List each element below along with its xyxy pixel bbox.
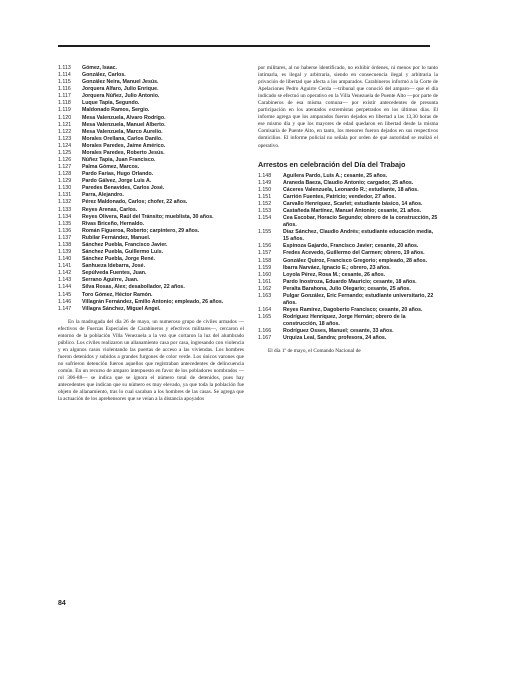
list-entry xyxy=(258,215,438,229)
list-entry xyxy=(58,65,244,72)
entry-text: Pérez Maldonado, Carlos; chofer, 22 años. xyxy=(82,199,188,206)
list-entry xyxy=(258,187,438,194)
list-entry xyxy=(58,143,244,150)
entry-text: Cáceres Valenzuela, Leonardo R.; estudiante, 18 años. xyxy=(283,186,419,193)
list-entry xyxy=(58,115,244,122)
entry-number: 1.155 xyxy=(258,229,272,236)
entry-number: 1.137 xyxy=(58,234,72,241)
list-entry xyxy=(58,249,244,256)
entry-text: Rivas Briceño, Hernaldo. xyxy=(82,220,145,227)
list-entry xyxy=(258,173,438,180)
left-column xyxy=(58,65,244,403)
list-entry xyxy=(258,180,438,187)
list-entry xyxy=(258,208,438,215)
entry-number: 1.127 xyxy=(58,164,72,171)
detainee-list-left xyxy=(58,65,244,313)
entry-text: Luque Tapia, Segundo. xyxy=(82,100,140,107)
entry-text: Silva Rosas, Alex; desabollador, 22 años. xyxy=(82,284,185,291)
list-entry xyxy=(258,293,438,307)
entry-text: Sepúlveda Fuentes, Juan. xyxy=(82,270,147,277)
entry-number: 1.134 xyxy=(58,213,72,220)
list-entry xyxy=(58,93,244,100)
entry-number: 1.165 xyxy=(258,314,272,321)
entry-number: 1.145 xyxy=(58,291,72,298)
entry-number: 1.156 xyxy=(258,243,272,250)
entry-number: 1.141 xyxy=(58,263,72,270)
entry-text: Sánchez Puebla, Guillermo Luis. xyxy=(82,249,164,256)
list-entry xyxy=(58,277,244,284)
list-entry xyxy=(258,279,438,286)
list-entry xyxy=(58,107,244,114)
entry-text: Mesa Valenzuela, Marco Aurelio. xyxy=(82,128,163,135)
entry-text: Morales Orellana, Carlos Danilo. xyxy=(82,135,163,142)
entry-text: Cea Escobar, Horacio Segundo; obrero de la construcción, 25 años. xyxy=(283,215,438,229)
entry-number: 1.117 xyxy=(58,93,71,100)
list-entry xyxy=(58,207,244,214)
list-entry xyxy=(58,306,244,313)
top-rule xyxy=(58,45,430,47)
entry-text: Sánchez Puebla, Francisco Javier. xyxy=(82,241,168,248)
entry-text: Reyes Arenas, Carlos. xyxy=(82,206,138,213)
entry-number: 1.157 xyxy=(258,250,272,257)
entry-number: 1.136 xyxy=(58,227,72,234)
entry-text: Pardo Inostroza, Eduardo Mauricio; cesante, 18 años. xyxy=(283,278,417,285)
entry-text: González Quiroz, Francisco Gregorio; empleado, 28 años. xyxy=(283,257,428,264)
entry-text: Serrano Aguirre, Juan. xyxy=(82,277,139,284)
entry-text: González, Carlos. xyxy=(82,72,126,79)
list-entry xyxy=(258,328,438,335)
entry-number: 1.161 xyxy=(258,278,272,285)
list-entry xyxy=(58,164,244,171)
entry-number: 1.114 xyxy=(58,72,71,79)
entry-text: Villagra Sánchez, Miguel Angel. xyxy=(82,305,161,312)
entry-text: Toro Gómez, Héctor Ramón. xyxy=(82,291,153,298)
entry-number: 1.132 xyxy=(58,199,72,206)
entry-number: 1.135 xyxy=(58,220,72,227)
entry-number: 1.126 xyxy=(58,157,72,164)
entry-number: 1.122 xyxy=(58,128,72,135)
list-entry xyxy=(58,136,244,143)
list-entry xyxy=(58,185,244,192)
entry-text: Palma Gómez, Marcos. xyxy=(82,164,140,171)
entry-text: Morales Paredes, Roberto Jesús. xyxy=(82,149,165,156)
detainee-list-right xyxy=(258,173,438,343)
entry-number: 1.167 xyxy=(258,335,272,342)
list-entry xyxy=(58,79,244,86)
list-entry xyxy=(58,292,244,299)
entry-text: Loyola Pérez, Rosa M.; cesante, 26 años. xyxy=(283,271,386,278)
entry-text: Morales Paredes, Jaime Américo. xyxy=(82,142,166,149)
entry-number: 1.129 xyxy=(58,178,72,185)
entry-number: 1.144 xyxy=(58,284,72,291)
right-column xyxy=(258,65,438,355)
entry-text: Urquiza Leal, Sandra; profesora, 24 años. xyxy=(283,335,387,342)
list-entry xyxy=(258,258,438,265)
section-heading: Arrestos en celebración del Día del Trabajo xyxy=(258,159,406,169)
entry-text: González Neira, Manuel Jesús. xyxy=(82,79,159,86)
list-entry xyxy=(58,214,244,221)
entry-number: 1.119 xyxy=(58,107,71,114)
list-entry xyxy=(58,150,244,157)
entry-number: 1.139 xyxy=(58,249,72,256)
entry-text: Díaz Sánchez, Claudio Andrés; estudiante educación media, 15 años. xyxy=(283,229,434,243)
list-entry xyxy=(58,129,244,136)
entry-number: 1.130 xyxy=(58,185,72,192)
entry-text: Jorquera Alfaro, Julio Enrique. xyxy=(82,86,159,93)
entry-number: 1.116 xyxy=(58,86,71,93)
list-entry xyxy=(58,86,244,93)
entry-number: 1.159 xyxy=(258,264,272,271)
entry-text: Villagrán Fernández, Emilio Antonio; empleado, 26 años. xyxy=(82,298,224,305)
entry-text: Carrión Fuentes, Patricio; vendedor, 27 años. xyxy=(283,193,396,200)
entry-number: 1.150 xyxy=(258,186,272,193)
entry-number: 1.147 xyxy=(58,305,72,312)
list-entry xyxy=(58,171,244,178)
entry-number: 1.158 xyxy=(258,257,272,264)
entry-number: 1.131 xyxy=(58,192,72,199)
entry-text: Reyes Olivera, Raúl del Tránsito; mueblista, 30 años. xyxy=(82,213,214,220)
entry-text: Rodríguez Osses, Manuel; cesante, 33 años. xyxy=(283,328,394,335)
entry-text: Castañeda Martínez, Manuel Antonio; cesante, 21 años. xyxy=(283,207,422,214)
entry-number: 1.160 xyxy=(258,271,272,278)
list-entry xyxy=(58,284,244,291)
list-entry xyxy=(58,178,244,185)
entry-number: 1.152 xyxy=(258,200,272,207)
entry-number: 1.153 xyxy=(258,207,272,214)
entry-number: 1.148 xyxy=(258,172,272,179)
entry-number: 1.151 xyxy=(258,193,272,200)
right-paragraph: por militares, al no haberse identificado, no exhibir órdenes, ni menos por lo tanto intimarla, es ilegal y arbitraria, siendo en consecuencia ilegal y arbitraria la privación de libertad que afecta a los amparados. Carabineros informó a la Corte de Apelaciones Pedro Aguirre Cerda —tribunal que conoció del amparo— que el día indicado se efectuó un operativo en la Villa Venezuela de Puente Alto —por parte de Carabineros de esa misma comuna— por existir antecedentes de presunta participación en los atentados extremistas perpetrados en los últimos días. El informe agrega que los amparados fueron dejados en libertad a las 13,30 horas de ese mismo día y que los mayores de edad quedaron en libertad desde la misma Comisaría de Puente Alto, en tanto, los menores fueron dejados en sus respectivos domicilios. El informe policial no señala por orden de qué autoridad se realizó el operativo. xyxy=(258,65,438,149)
entry-number: 1.143 xyxy=(58,277,72,284)
page-number: 84 xyxy=(58,600,66,607)
list-entry xyxy=(58,256,244,263)
list-entry xyxy=(58,221,244,228)
entry-text: Mesa Valenzuela, Manuel Alberto. xyxy=(82,121,166,128)
list-entry xyxy=(258,286,438,293)
entry-number: 1.149 xyxy=(258,179,272,186)
entry-text: Espinoza Gajardo, Francisco Javier; cesante, 20 años. xyxy=(283,243,419,250)
list-entry xyxy=(58,228,244,235)
list-entry xyxy=(58,299,244,306)
list-entry xyxy=(258,335,438,342)
list-entry xyxy=(58,235,244,242)
entry-text: Pardo Farías, Hugo Orlando. xyxy=(82,171,154,178)
entry-number: 1.121 xyxy=(58,121,72,128)
entry-text: Aguilera Pardo, Luis A.; cesante, 25 años. xyxy=(283,172,388,179)
list-entry xyxy=(258,307,438,314)
list-entry xyxy=(58,157,244,164)
entry-number: 1.124 xyxy=(58,142,72,149)
entry-text: Araneda Baeza, Claudio Antonio; cargador, 25 años. xyxy=(283,179,414,186)
entry-number: 1.163 xyxy=(258,292,272,299)
entry-text: Sanhueza Idebarra, José. xyxy=(82,263,146,270)
entry-number: 1.123 xyxy=(58,135,72,142)
entry-text: Pardo Gálvez, Jorge Luis A. xyxy=(82,178,152,185)
entry-number: 1.118 xyxy=(58,100,71,107)
entry-text: Rubilar Fernández, Manuel. xyxy=(82,234,151,241)
entry-text: Sánchez Puebla, Jorge René. xyxy=(82,256,155,263)
entry-text: Maldonado Ramos, Sergio. xyxy=(82,107,150,114)
entry-number: 1.162 xyxy=(258,285,272,292)
list-entry xyxy=(258,229,438,243)
entry-text: Reyes Ramírez, Dagoberto Francisco; cesante, 20 años. xyxy=(283,307,423,314)
list-entry xyxy=(258,272,438,279)
left-paragraph: En la madrugada del día 26 de mayo, un numeroso grupo de civiles armados —efectivos de Fuerzas Especiales de Carabineros y efectivos militares—, cercaron el entorno de la población Villa Venezuela a la vez que cortaron la luz del alumbrado público. Los civiles realizaron un allanamiento casa por casa, ingresando con violencia y en algunos casos violentando las puertas de acceso a las viviendas. Los hombres fueron detenidos y subidos a grandes furgones de color verde. Los únicos varones que no sufrieron detención fueron aquellos que registraban antecedentes de delincuencia común. En un recurso de amparo interpuesto en favor de los pobladores nombrados —rol 306-88— se indica que se ignora el número total de detenidos, pues hay antecedentes que indican que su número es muy elevado, ya que toda la población fue objeto de allanamiento, tras lo cual sacaban a los hombres de las casas. Se agrega que la actuación de los aprehensores que se veían a la distancia apoyados xyxy=(58,318,244,403)
entry-text: Peralta Barahona, Julio Olegario; cesante, 25 años. xyxy=(283,285,411,292)
entry-text: Carvallo Henríquez, Scarlet; estudiante básico, 14 años. xyxy=(283,200,423,207)
entry-text: Gómez, Isaac. xyxy=(82,65,118,71)
entry-number: 1.133 xyxy=(58,206,72,213)
entry-number: 1.140 xyxy=(58,256,72,263)
list-entry xyxy=(258,201,438,208)
list-entry xyxy=(58,199,244,206)
entry-text: Ibarra Narváez, Ignacio E.; obrero, 23 años. xyxy=(283,264,391,271)
entry-number: 1.120 xyxy=(58,114,72,121)
entry-number: 1.164 xyxy=(258,307,272,314)
entry-number: 1.125 xyxy=(58,149,72,156)
entry-text: Núñez Tapia, Juan Francisco. xyxy=(82,157,156,164)
entry-text: Mesa Valenzuela, Alvaro Rodrigo. xyxy=(82,114,166,121)
list-entry xyxy=(58,270,244,277)
entry-number: 1.113 xyxy=(58,65,71,71)
entry-text: Jorquera Núñez, Julio Antonio. xyxy=(82,93,160,100)
entry-text: Román Figueroa, Roberto; carpintero, 29 años. xyxy=(82,227,200,234)
entry-number: 1.154 xyxy=(258,215,272,222)
entry-text: Pulgar González, Eric Fernando; estudiante universitario, 22 años. xyxy=(283,292,434,306)
entry-number: 1.142 xyxy=(58,270,72,277)
right-final-paragraph: El día 1º de mayo, el Comando Nacional de xyxy=(268,348,361,355)
list-entry xyxy=(258,314,438,328)
entry-text: Paredes Benavides, Carlos José. xyxy=(82,185,165,192)
list-entry xyxy=(58,263,244,270)
entry-number: 1.128 xyxy=(58,171,72,178)
entry-number: 1.115 xyxy=(58,79,71,86)
entry-number: 1.166 xyxy=(258,328,272,335)
list-entry xyxy=(58,242,244,249)
list-entry xyxy=(258,250,438,257)
list-entry xyxy=(58,72,244,79)
entry-number: 1.146 xyxy=(58,298,72,305)
entry-text: Parra, Alejandro. xyxy=(82,192,124,199)
entry-text: Fredes Acevedo, Guillermo del Carmen; obrero, 19 años. xyxy=(283,250,425,257)
entry-number: 1.138 xyxy=(58,241,72,248)
list-entry xyxy=(58,100,244,107)
list-entry xyxy=(258,265,438,272)
entry-text: Rodríguez Henríquez, Jorge Hernán; obrero de la construcción, 18 años. xyxy=(283,314,406,328)
list-entry xyxy=(58,192,244,199)
list-entry xyxy=(258,194,438,201)
list-entry xyxy=(258,243,438,250)
list-entry xyxy=(58,122,244,129)
